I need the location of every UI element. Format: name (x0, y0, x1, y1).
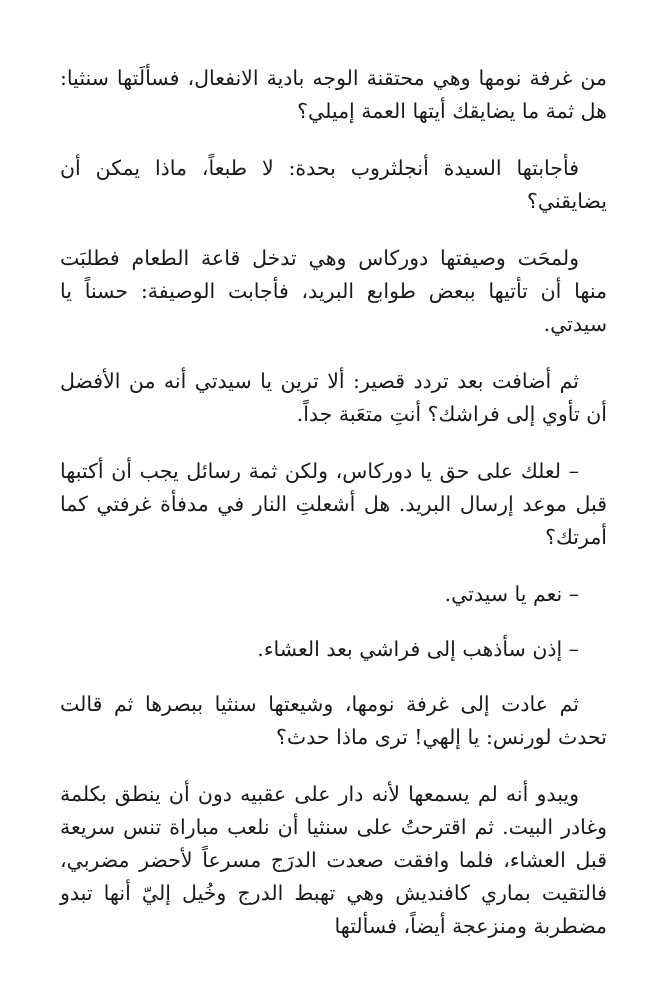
paragraph-6: ويبدو أنه لم يسمعها لأنه دار على عقبيه دون أن ينطق بكلمة وغادر البيت. ثم اقترحتُ على سنثيا أن نلعب مباراة تنس سريعة قبل العشاء، فلما وافقت صعدت الدرَج مسرعاً لأحضر مضربي، فالتقيت بماري كافنديش وهي تهبط الدرج وخُيل إليّ أنها تبدو مضطربة ومنزعجة أيضاً، فسألتها (60, 782, 607, 938)
paragraph-1: من غرفة نومها وهي محتقنة الوجه بادية الانفعال، فسألَتها سنثيا: هل ثمة ما يضايقك أيتها العمة إميلي؟ (60, 66, 607, 123)
dialogue-line-2: – نعم يا سيدتي. (444, 582, 579, 606)
dialogue-line-3: – إذن سأذهب إلى فراشي بعد العشاء. (257, 637, 579, 661)
paragraph-4: ثم أضافت بعد تردد قصير: ألا ترين يا سيدتي أنه من الأفضل أن تأوي إلى فراشك؟ أنتِ متعَبة جداً. (60, 369, 607, 426)
paragraph-3: ولمحَت وصيفتها دوركاس وهي تدخل قاعة الطعام فطلبَت منها أن تأتيها ببعض طوابع البريد، فأجابت الوصيفة: حسناً يا سيدتي. (60, 246, 607, 336)
dialogue-line-1: – لعلك على حق يا دوركاس، ولكن ثمة رسائل يجب أن أكتبها قبل موعد إرسال البريد. هل أشعلتِ النار في مدفأة غرفتي كما أمرتك؟ (60, 459, 607, 549)
paragraph-5: ثم عادت إلى غرفة نومها، وشيعتها سنثيا ببصرها ثم قالت تحدث لورنس: يا إلهي! ترى ماذا حدث؟ (60, 692, 607, 749)
paragraph-2: فأجابتها السيدة أنجلثروب بحدة: لا طبعاً، ماذا يمكن أن يضايقني؟ (60, 156, 607, 213)
